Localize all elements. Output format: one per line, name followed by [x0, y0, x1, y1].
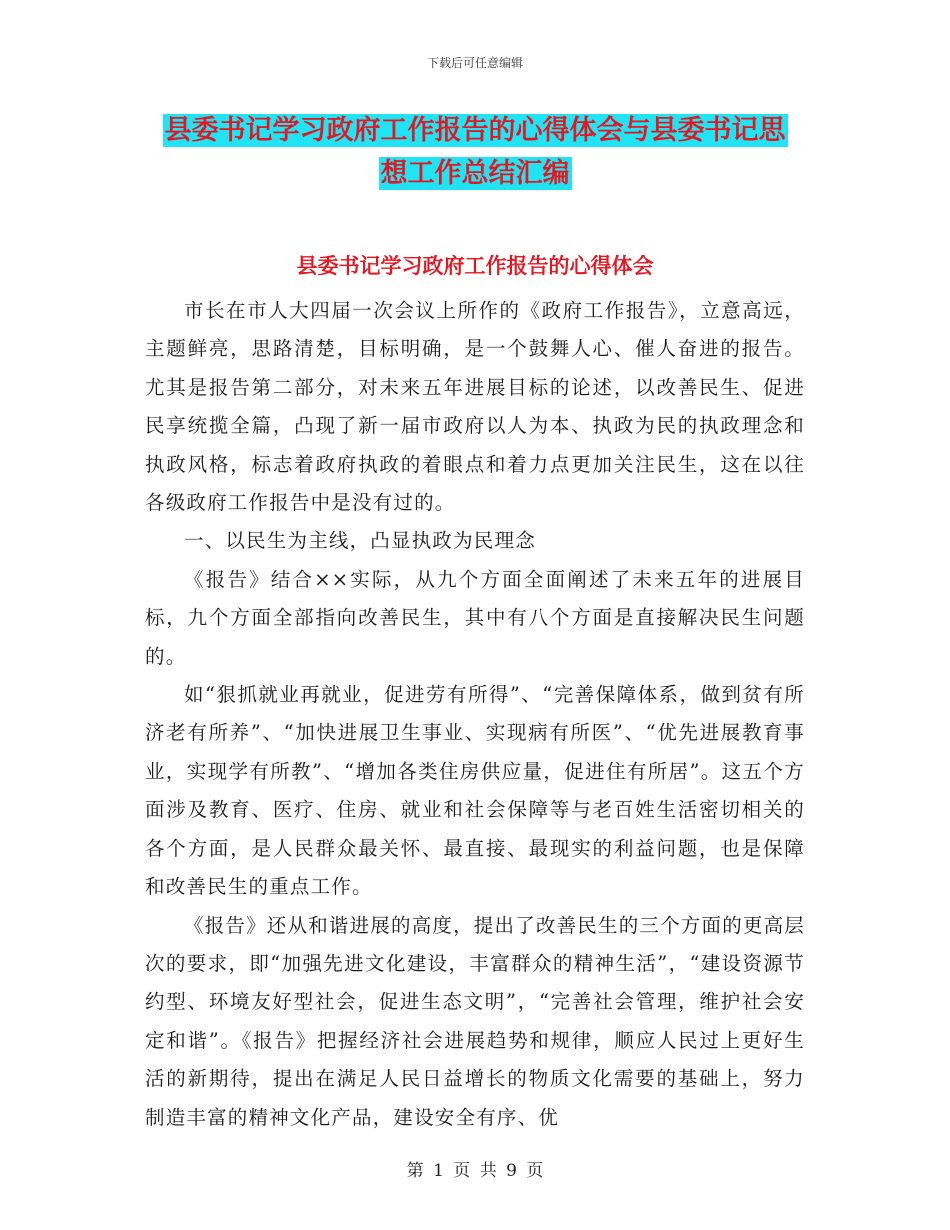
- title-highlight-2: 想工作总结汇编: [380, 158, 570, 189]
- paragraph-5: 《报告》还从和谐进展的高度，提出了改善民生的三个方面的更高层次的要求，即“加强先进文化建设，丰富群众的精神生活”，“建设资源节约型、环境友好型社会，促进生态文明”，“完善社会管理，维护社会安定和谐”。《报告》把握经济社会进展趋势和规律，顺应人民过上更好生活的新期待，提出在满足人民日益增长的物质文化需要的基础上，努力制造丰富的精神文化产品，建设安全有序、优: [145, 913, 806, 1129]
- page-footer: 第 1 页 共 9 页: [406, 1161, 544, 1181]
- title-highlight-1: 县委书记学习政府工作报告的心得体会与县委书记思: [164, 115, 786, 146]
- document-title-line-1: [0, 113, 950, 149]
- paragraph-1: 市长在市人大四届一次会议上所作的《政府工作报告》，立意高远，主题鲜亮，思路清楚，目标明确，是一个鼓舞人心、催人奋进的报告。尤其是报告第二部分，对未来五年进展目标的论述，以改善民生、促进民享统揽全篇，凸现了新一届市政府以人为本、执政为民的执政理念和执政风格，标志着政府执政的着眼点和着力点更加关注民生，这在以往各级政府工作报告中是没有过的。: [145, 299, 805, 515]
- document-title-line-2: [0, 156, 950, 192]
- header-note: 下载后可任意编辑: [426, 56, 523, 70]
- section-title: 县委书记学习政府工作报告的心得体会: [296, 254, 654, 278]
- paragraph-3: 《报告》结合××实际，从九个方面全面阐述了未来五年的进展目标，九个方面全部指向改善民生，其中有八个方面是直接解决民生问题的。: [145, 567, 805, 668]
- paragraph-2-heading: 一、以民生为主线，凸显执政为民理念: [184, 529, 536, 553]
- paragraph-4: 如“狠抓就业再就业，促进劳有所得”、“完善保障体系，做到贫有所济老有所养”、“加快进展卫生事业、实现病有所医”、“优先进展教育事业，实现学有所教”、“增加各类住房供应量，促进住有所居”。这五个方面涉及教育、医疗、住房、就业和社会保障等与老百姓生活密切相关的各个方面，是人民群众最关怀、最直接、最现实的利益问题，也是保障和改善民生的重点工作。: [145, 683, 805, 899]
- document-body: [145, 292, 805, 1137]
